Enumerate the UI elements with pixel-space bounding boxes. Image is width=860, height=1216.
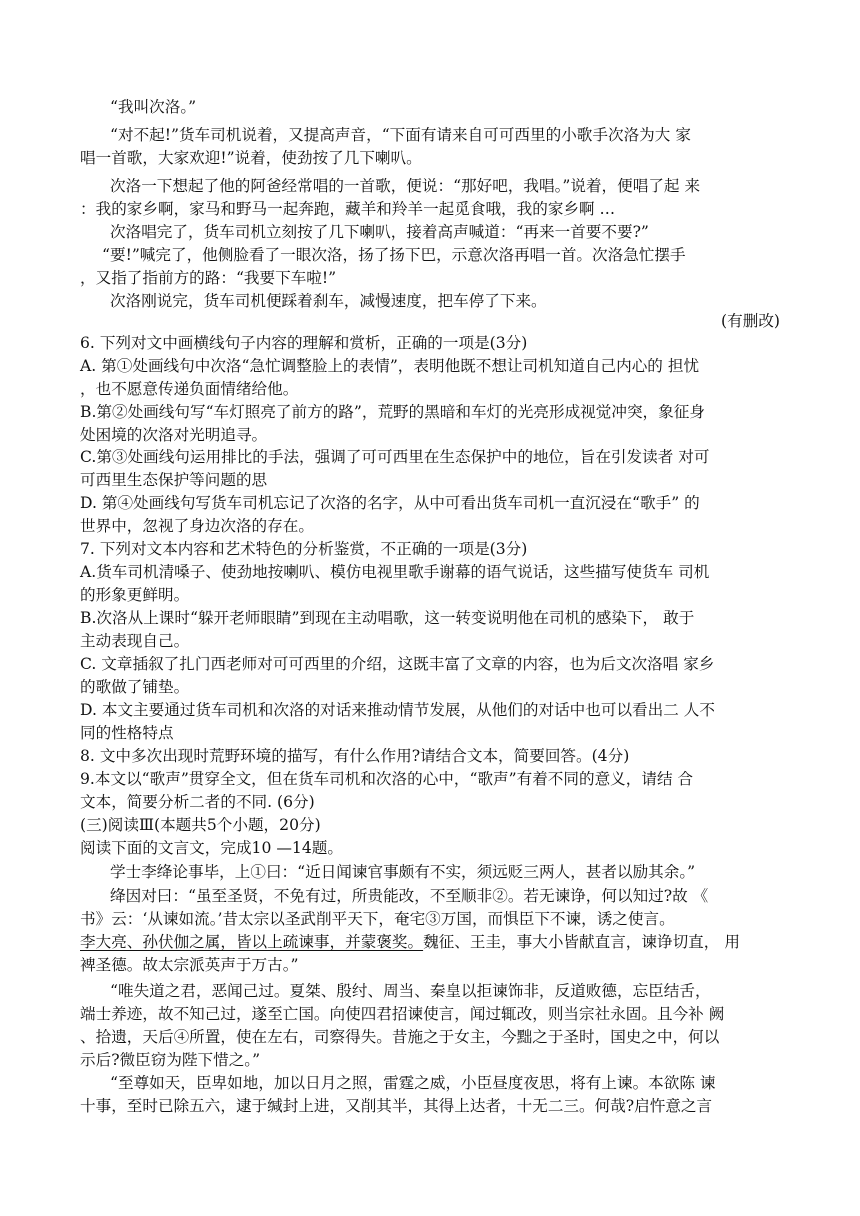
text-line: ，又指了指前方的路：“我要下车啦!” — [80, 269, 337, 287]
text-line: 示后?微臣窃为陛下惜之。” — [80, 1051, 261, 1069]
text-line: 十事，至时已除五六，逮于缄封上进，又削其半，其得上达者，十无二三。何哉?启忤意之言 — [80, 1097, 713, 1115]
text-line: “对不起!”货车司机说着，又提高声音，“下面有请来自可可西里的小歌手次洛为大 家 — [110, 126, 691, 144]
question-7: 7. 下列对文本内容和艺术特色的分析鉴赏，不正确的一项是(3分) — [80, 540, 528, 558]
text-line: 、拾遗，天后④所置，使在左右，司察得失。昔施之于女主，今黜之于圣时，国史之中，何以 — [80, 1028, 720, 1046]
option-b: B.次洛从上课时“躲开老师眼睛”到现在主动唱歌，这一转变说明他在司机的感染下， 敢于 — [80, 609, 695, 627]
question-8: 8. 文中多次出现时荒野环境的描写，有什么作用?请结合文本，简要回答。(4分) — [80, 747, 630, 765]
text-line: 可西里生态保护等问题的思 — [80, 471, 268, 489]
underlined-sentence: 李大亮、孙伏伽之属，皆以上疏谏事，并蒙褒奖。 — [80, 933, 424, 951]
text-line: 端士养迹，故不知己过，遂至亡国。向使四君招谏使言，闻过辄改，则当宗社永固。且今补 阙 — [80, 1005, 725, 1023]
text-line: 次洛唱完了，货车司机立刻按了几下喇叭，接着高声喊道：“再来一首要不要?” — [110, 223, 649, 241]
text-line: 主动表现自己。 — [80, 632, 190, 650]
text-line: “要!”喊完了，他侧脸看了一眼次洛，扬了扬下巴，示意次洛再唱一首。次洛急忙摆手 — [102, 246, 686, 264]
text-line: “我叫次洛。” — [110, 98, 197, 116]
question-6: 6. 下列对文中画横线句子内容的理解和赏析，正确的一项是(3分) — [80, 334, 528, 352]
text-line — [80, 931, 740, 953]
option-c: C. 文章插叙了扎门西老师对可可西里的介绍，这既丰富了文章的内容，也为后文次洛唱 家乡 — [80, 655, 715, 673]
option-d: D. 第④处画线句写货车司机忘记了次洛的名字，从中可看出货车司机一直沉浸在“歌手” 的 — [80, 494, 700, 512]
option-b: B.第②处画线句写“车灯照亮了前方的路”，荒野的黑暗和车灯的光亮形成视觉冲突，象征身 — [80, 403, 705, 421]
text-line: 同的性格特点 — [80, 724, 174, 742]
text-line: 唱一首歌，大家欢迎!”说着，使劲按了几下喇叭。 — [80, 149, 422, 167]
text-line: ，也不愿意传递负面情绪给他。 — [80, 380, 299, 398]
section-heading: (三)阅读Ⅲ(本题共5个小题，20分) — [80, 816, 321, 834]
text-line: “至尊如天，臣卑如地，加以日月之照，雷霆之威，小臣昼度夜思，将有上谏。本欲陈 谏 — [110, 1074, 716, 1092]
text-span: 魏征、王圭，事大小皆献直言，谏诤切直， 用 — [423, 933, 740, 951]
text-line: 文本，简要分析二者的不同. (6分) — [80, 793, 315, 811]
option-c: C.第③处画线句运用排比的手法，强调了可可西里在生态保护中的地位，旨在引发读者 对可 — [80, 448, 710, 466]
text-line: 绛因对曰：“虽至圣贤，不免有过，所贵能改，不至顺非②。若无谏诤，何以知过?故 《 — [110, 887, 709, 905]
source-note: (有删改) — [721, 312, 780, 330]
text-line: 的形象更鲜明。 — [80, 586, 190, 604]
text-line: ：我的家乡啊，家马和野马一起奔跑，藏羊和羚羊一起觅食哦，我的家乡啊 … — [80, 200, 616, 218]
text-line: 处困境的次洛对光明追寻。 — [80, 426, 268, 444]
text-line: 书》云：‘从谏如流。’昔太宗以圣武削平天下，奄宅③万国，而惧臣下不谏，诱之使言。 — [80, 910, 675, 928]
text-line: 次洛一下想起了他的阿爸经常唱的一首歌，便说：“那好吧，我唱。”说着，便唱了起 来 — [110, 177, 701, 195]
text-line: 的歌做了铺垫。 — [80, 678, 190, 696]
option-a: A.货车司机清嗓子、使劲地按喇叭、模仿电视里歌手谢幕的语气说话，这些描写使货车 司机 — [80, 563, 710, 581]
question-9: 9.本文以“歌声”贯穿全文，但在货车司机和次洛的心中，“歌声”有着不同的意义，请结 合 — [80, 770, 694, 788]
text-line: “唯失道之君，恶闻己过。夏桀、殷纣、周当、秦皇以拒谏饰非，反道败德，忘臣结舌， — [110, 982, 711, 1000]
text-line: 次洛刚说完，货车司机便踩着刹车，减慢速度，把车停了下来。 — [110, 292, 547, 310]
text-line: 裨圣德。故太宗派英声于万古。” — [80, 956, 299, 974]
option-a: A. 第①处画线句中次洛“急忙调整脸上的表情”，表明他既不想让司机知道自己内心的 担忧 — [80, 357, 700, 375]
option-d: D. 本文主要通过货车司机和次洛的对话来推动情节发展，从他们的对话中也可以看出二 人不 — [80, 701, 715, 719]
text-line: 世界中，忽视了身边次洛的存在。 — [80, 517, 314, 535]
instructions: 阅读下面的文言文，完成10 —14题。 — [80, 839, 343, 857]
text-line: 学士李绛论事毕，上①曰：“近日闻谏官事颇有不实，须远贬三两人，甚者以励其余。” — [110, 863, 696, 881]
